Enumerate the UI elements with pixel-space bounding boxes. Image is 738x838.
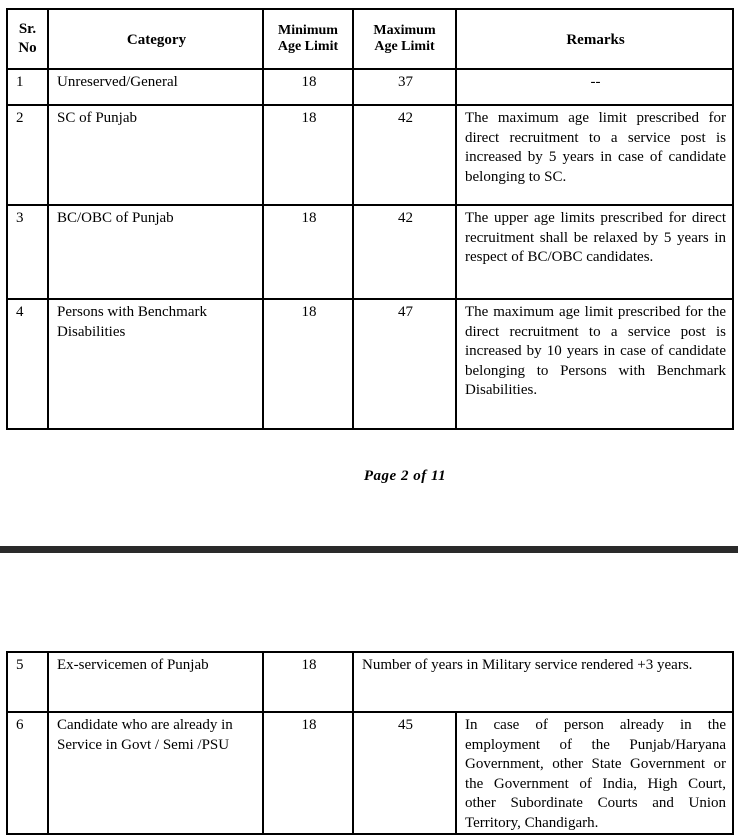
table-row — [7, 652, 733, 712]
age-limit-table-continued — [6, 651, 734, 835]
row-max-age: 47 — [353, 299, 456, 429]
row-category: Candidate who are already in Service in Govt / Semi /PSU — [48, 712, 263, 834]
row-category: BC/OBC of Punjab — [48, 205, 263, 299]
row-max-age: 42 — [353, 205, 456, 299]
row-category: Unreserved/General — [48, 69, 263, 105]
table-header-row — [7, 9, 733, 69]
row-min-age: 18 — [263, 299, 353, 429]
row-sr: 5 — [7, 652, 48, 712]
row-remarks: The upper age limits prescribed for direct recruitment shall be relaxed by 5 years in respect of BC/OBC candidates. — [456, 205, 733, 299]
page-number: Page 2 of 11 — [363, 468, 447, 484]
row-remarks: The maximum age limit prescribed for direct recruitment to a service post is increased by 5 years in case of candidate belonging to SC. — [456, 105, 733, 205]
row-category: Ex-servicemen of Punjab — [48, 652, 263, 712]
header-remarks: Remarks — [456, 9, 733, 69]
row-remarks: The maximum age limit prescribed for the direct recruitment to a service post is increased by 10 years in case of candidate belonging to Persons with Benchmark Disabilities. — [456, 299, 733, 429]
row-remarks: -- — [456, 69, 733, 105]
header-sr-no: Sr. No — [7, 9, 48, 69]
table-row — [7, 105, 733, 205]
header-max-age: Maximum Age Limit — [353, 9, 456, 69]
row-min-age: 18 — [263, 69, 353, 105]
header-min-age: Minimum Age Limit — [263, 9, 353, 69]
row-category: SC of Punjab — [48, 105, 263, 205]
row-max-age: 42 — [353, 105, 456, 205]
header-category: Category — [48, 9, 263, 69]
table-row — [7, 69, 733, 105]
row-sr: 2 — [7, 105, 48, 205]
page-break-divider — [0, 546, 738, 553]
table-row — [7, 299, 733, 429]
age-limit-table — [6, 8, 734, 430]
row-remarks: In case of person already in the employment of the Punjab/Haryana Government, other State Government or the Government of India, High Court, other Subordinate Courts and Union Territory, Chandigarh. — [456, 712, 733, 834]
row-category: Persons with Benchmark Disabilities — [48, 299, 263, 429]
row-sr: 3 — [7, 205, 48, 299]
row-min-age: 18 — [263, 712, 353, 834]
row-sr: 6 — [7, 712, 48, 834]
row-sr: 1 — [7, 69, 48, 105]
row-sr: 4 — [7, 299, 48, 429]
row-max-age: 45 — [353, 712, 456, 834]
row-min-age: 18 — [263, 105, 353, 205]
row-min-age: 18 — [263, 205, 353, 299]
row-merged-remarks: Number of years in Military service rendered +3 years. — [353, 652, 733, 712]
row-max-age: 37 — [353, 69, 456, 105]
table-row — [7, 712, 733, 834]
table-row — [7, 205, 733, 299]
row-min-age: 18 — [263, 652, 353, 712]
